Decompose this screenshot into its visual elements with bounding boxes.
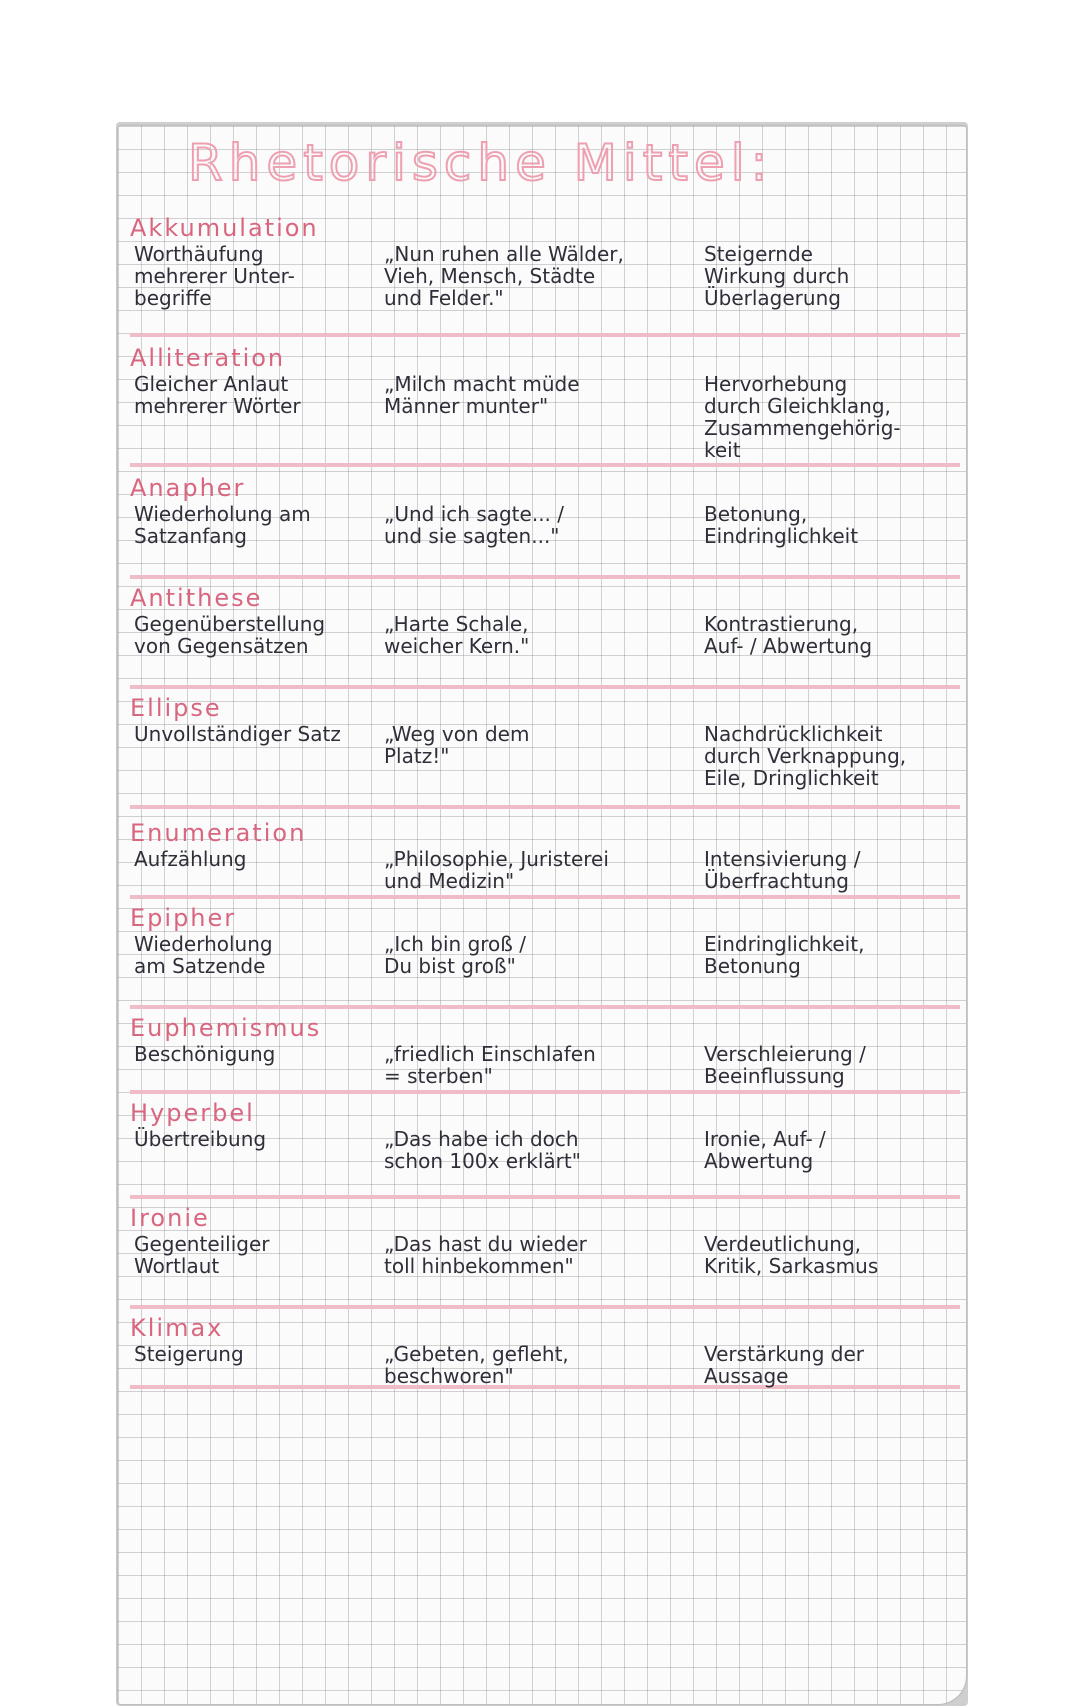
entry-term: Akkumulation bbox=[130, 214, 319, 242]
entry-epipher bbox=[130, 905, 960, 1009]
entry-effect: Hervorhebung durch Gleichklang, Zusammengehörig- keit bbox=[704, 372, 901, 462]
entry-definition: Gleicher Anlaut mehrerer Wörter bbox=[134, 372, 301, 418]
entry-enumeration bbox=[130, 820, 960, 899]
entry-term: Klimax bbox=[130, 1314, 224, 1342]
entry-example: „Weg von dem Platz!" bbox=[384, 722, 530, 768]
entry-definition: Worthäufung mehrerer Unter- begriffe bbox=[134, 242, 295, 310]
entry-example: „Gebeten, gefleht, beschworen" bbox=[384, 1342, 569, 1388]
entry-definition: Steigerung bbox=[134, 1342, 244, 1366]
entry-definition: Gegenüberstellung von Gegensätzen bbox=[134, 612, 326, 658]
entry-ironie bbox=[130, 1205, 960, 1309]
entry-definition: Wiederholung am Satzende bbox=[134, 932, 273, 978]
entry-ellipse bbox=[130, 695, 960, 809]
entry-euphemismus bbox=[130, 1015, 960, 1094]
entry-effect: Nachdrücklichkeit durch Verknappung, Eile, Dringlichkeit bbox=[704, 722, 907, 790]
entry-definition: Wiederholung am Satzanfang bbox=[134, 502, 311, 548]
entry-term: Ellipse bbox=[130, 694, 222, 722]
page-title: Rhetorische Mittel: bbox=[188, 134, 774, 192]
entry-effect: Verstärkung der Aussage bbox=[704, 1342, 864, 1388]
entry-definition: Aufzählung bbox=[134, 847, 247, 871]
entry-antithese bbox=[130, 585, 960, 689]
entry-effect: Verdeutlichung, Kritik, Sarkasmus bbox=[704, 1232, 879, 1278]
entry-effect: Verschleierung / Beeinflussung bbox=[704, 1042, 866, 1088]
entry-effect: Betonung, Eindringlichkeit bbox=[704, 502, 859, 548]
entry-example: „Ich bin groß / Du bist groß" bbox=[384, 932, 526, 978]
entry-akkumulation bbox=[130, 215, 960, 337]
entry-hyperbel bbox=[130, 1100, 960, 1199]
entry-anapher bbox=[130, 475, 960, 579]
entry-example: „Philosophie, Juristerei und Medizin" bbox=[384, 847, 609, 893]
entry-example: „friedlich Einschlafen = sterben" bbox=[384, 1042, 596, 1088]
entry-effect: Steigernde Wirkung durch Überlagerung bbox=[704, 242, 850, 310]
entry-example: „Und ich sagte... / und sie sagten..." bbox=[384, 502, 564, 548]
entry-term: Ironie bbox=[130, 1204, 210, 1232]
entry-term: Anapher bbox=[130, 474, 246, 502]
entry-term: Enumeration bbox=[130, 819, 307, 847]
entry-definition: Gegenteiliger Wortlaut bbox=[134, 1232, 270, 1278]
entry-effect: Ironie, Auf- / Abwertung bbox=[704, 1127, 826, 1173]
entry-definition: Unvollständiger Satz bbox=[134, 722, 341, 746]
entry-effect: Eindringlichkeit, Betonung bbox=[704, 932, 865, 978]
entry-effect: Intensivierung / Überfrachtung bbox=[704, 847, 861, 893]
entry-term: Hyperbel bbox=[130, 1099, 255, 1127]
entry-klimax bbox=[130, 1315, 960, 1389]
entry-term: Epipher bbox=[130, 904, 237, 932]
entry-term: Alliteration bbox=[130, 344, 286, 372]
entry-example: „Das habe ich doch schon 100x erklärt" bbox=[384, 1127, 581, 1173]
entry-definition: Übertreibung bbox=[134, 1127, 267, 1151]
entry-example: „Nun ruhen alle Wälder, Vieh, Mensch, Städte und Felder." bbox=[384, 242, 624, 310]
entry-example: „Milch macht müde Männer munter" bbox=[384, 372, 580, 418]
entry-term: Euphemismus bbox=[130, 1014, 322, 1042]
entry-definition: Beschönigung bbox=[134, 1042, 276, 1066]
entry-term: Antithese bbox=[130, 584, 263, 612]
entry-example: „Das hast du wieder toll hinbekommen" bbox=[384, 1232, 587, 1278]
entry-effect: Kontrastierung, Auf- / Abwertung bbox=[704, 612, 873, 658]
entry-alliteration bbox=[130, 345, 960, 467]
entry-example: „Harte Schale, weicher Kern." bbox=[384, 612, 530, 658]
